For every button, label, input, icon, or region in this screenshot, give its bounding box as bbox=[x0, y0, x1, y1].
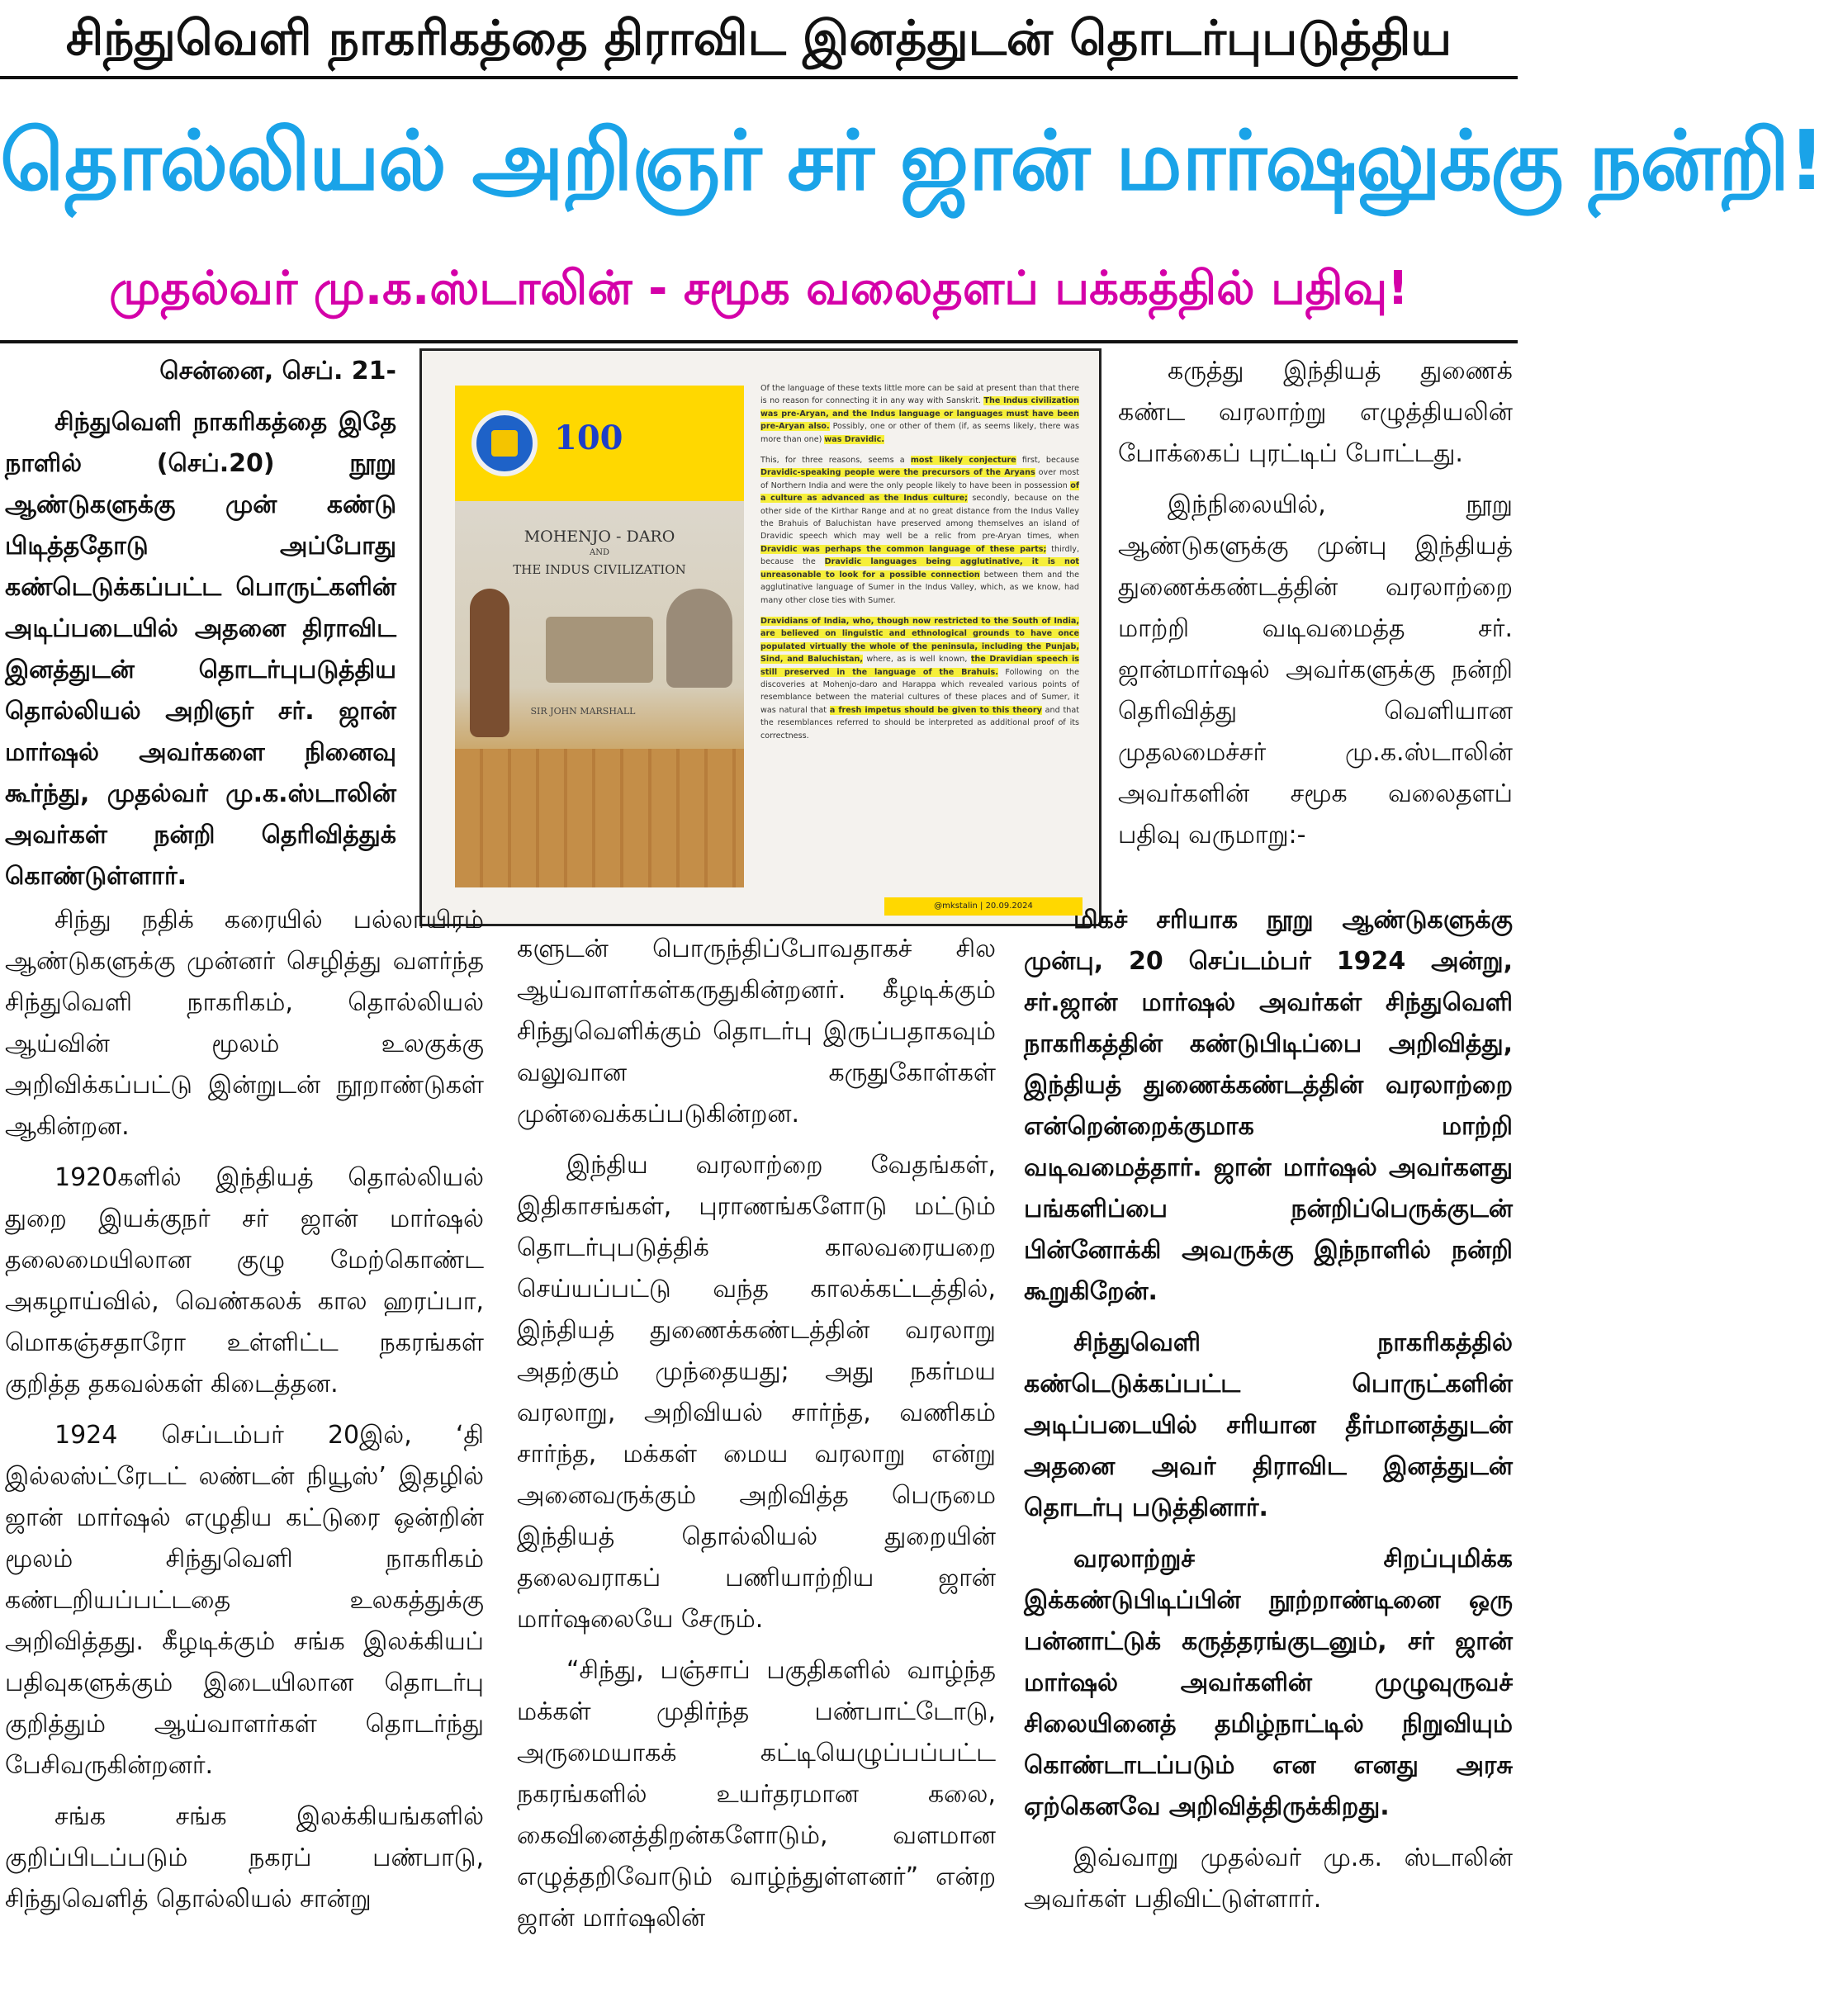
column-1 bbox=[5, 900, 484, 1930]
headline-subtitle: முதல்வர் மு.க.ஸ்டாலின் - சமூக வலைதளப் பக்கத்தில் பதிவு! bbox=[109, 262, 1409, 315]
post-footer: @mkstalin | 20.09.2024 bbox=[884, 897, 1083, 916]
emblem-icon bbox=[471, 410, 538, 476]
cover-author: SIR JOHN MARSHALL bbox=[530, 706, 636, 717]
lede-paragraph: சிந்துவெளி நாகரிகத்தை இதே நாளில் (செப்.20) நூறு ஆண்டுகளுக்கு முன் கண்டு பிடித்ததோடு அப்போது கண்டெடுக்கப்பட்ட பொருட்களின் அடிப்படையில் அதனை திராவிட இனத்துடன் தொடர்புபடுத்திய தொல்லியல் அறிஞர் சர். ஜான் மார்ஷல் அவர்களை நினைவு கூர்ந்து, முதல்வர் மு.க.ஸ்டாலின் அவர்கள் நன்றி தெரிவித்துக் கொண்டுள்ளார். bbox=[5, 408, 396, 891]
paragraph: “சிந்து, பஞ்சாப் பகுதிகளில் வாழ்ந்த மக்கள் முதிர்ந்த பண்பாட்டோடு, அருமையாகக் கட்டியெழுப்பப்பட்ட நகரங்களில் உயர்தரமான கலை, கைவினைத்திறன்களோடும், வளமான எழுத்தறிவோடும் வாழ்ந்துள்ளனர்” என்ற ஜான் மார்ஷலின் bbox=[517, 1656, 996, 1933]
paragraph: களுடன் பொருந்திப்போவதாகச் சில ஆய்வாளர்கள்கருதுகின்றனர். கீழடிக்கும் சிந்துவெளிக்கும் தொடர்பு இருப்பதாகவும் வலுவான கருதுகோள்கள் முன்வைக்கப்படுகின்றன. bbox=[517, 935, 996, 1129]
column-3 bbox=[1024, 900, 1513, 1930]
quote-paragraph: வரலாற்றுச் சிறப்புமிக்க இக்கண்டுபிடிப்பின் நூற்றாண்டினை ஒரு பன்னாட்டுக் கருத்தரங்குடனும், சர் ஜான் மார்ஷல் அவர்களின் முழுவுருவச் சிலையினைத் தமிழ்நாட்டில் நிறுவியும் கொண்டாடப்படும் என எனது அரசு ஏற்கெனவே அறிவித்திருக்கிறது. bbox=[1024, 1545, 1513, 1821]
paragraph: 1924 செப்டம்பர் 20இல், ‘தி இல்லஸ்ட்ரேடட் லண்டன் நியூஸ்’ இதழில் ஜான் மார்ஷல் எழுதிய கட்டுரை ஒன்றின் மூலம் சிந்துவெளி நாகரிகம் கண்டறியப்பட்டதை உலகத்துக்கு அறிவித்தது. கீழடிக்கும் சங்க இலக்கியப் பதிவுகளுக்கும் இடையிலான தொடர்பு குறித்தும் ஆய்வாளர்கள் தொடர்ந்து பேசிவருகின்றனர். bbox=[5, 1421, 484, 1780]
column-2 bbox=[517, 929, 996, 1949]
book-excerpt: Of the language of these texts little more can be said at present than that there is no reason for connecting it in any way with Sanskrit. The Indus civilization was pre-Aryan, and the Indus language or languages must have been pre-Aryan also. Possibly, one or other of them (if, as seems likely, there was more than one) was Dravidic. This, for three reasons, seems a most likely conjecture first, because Dravidic-speaking people were the precursors of the Aryans over most of Northern India and were the only people likely to have been in possession of a culture as advanced as the Indus culture; secondly, because on the other side of the Kirthar Range and at no great distance from the Indus Valley the Brahuis of Baluchistan have preserved among themselves an island of Dravidic speech which may well be a relic from pre-Aryan times, when Dravidic was perhaps the common language of these parts; thirdly, because the Dravidic languages being agglutinative, it is not unreasonable to look for a possible connection between them and the agglutinative language of Sumer in the Indus Valley, which, as we know, had many other close ties with Sumer. Dravidians of India, who, though now restricted to the South of India, are believed on linguistic and ethnological grounds to have once populated virtually the whole of the peninsula, including the Punjab, Sind, and Baluchistan, where, as is well known, the Dravidian speech is still preserved in the language of the Brahuis. Following on the discoveries at Mohenjo-daro and Harappa which revealed various points of resemblance between the material cultures of these places and of Sumer, it was natural that a fresh impetus should be given to this theory and that the resemblances referred to should be interpreted as additional proof of its correctness. bbox=[760, 384, 1080, 741]
paragraph: இந்நிலையில், நூறு ஆண்டுகளுக்கு முன்பு இந்தியத் துணைக்கண்டத்தின் வரலாற்றை மாற்றி வடிவமைத்த சர். ஜான்மார்ஷல் அவர்களுக்கு நன்றி தெரிவித்து வெளியான முதலமைச்சர் மு.க.ஸ்டாலின் அவர்களின் சமூக வலைதளப் பதிவு வருமாறு:- bbox=[1118, 490, 1513, 849]
headline-title: தொல்லியல் அறிஞர் சர் ஜான் மார்ஷலுக்கு நன்றி! bbox=[0, 112, 1824, 209]
headline-kicker: சிந்துவெளி நாகரிகத்தை திராவிட இனத்துடன் தொடர்புபடுத்திய bbox=[65, 10, 1452, 66]
paragraph: கருத்து இந்தியத் துணைக் கண்ட வரலாற்று எழுத்தியலின் போக்கைப் புரட்டிப் போட்டது. bbox=[1118, 357, 1513, 468]
centenary-logo: 100 bbox=[554, 419, 623, 457]
priest-king-bust-icon bbox=[666, 589, 732, 688]
social-post-image bbox=[419, 348, 1102, 926]
indus-seal-icon bbox=[546, 617, 653, 683]
divider bbox=[0, 340, 1518, 343]
quote-paragraph: சிந்துவெளி நாகரிகத்தில் கண்டெடுக்கப்பட்ட பொருட்களின் அடிப்படையில் சரியான தீர்மானத்துடன் அதனை அவர் திராவிட இனத்துடன் தொடர்பு படுத்தினார். bbox=[1024, 1328, 1513, 1522]
column-1-top bbox=[5, 351, 396, 907]
book-cover-panel bbox=[455, 386, 744, 887]
logo-banner bbox=[455, 386, 744, 501]
ruins-image bbox=[455, 749, 744, 887]
dateline: சென்னை, செப். 21- bbox=[159, 357, 396, 386]
paragraph: இவ்வாறு முதல்வர் மு.க. ஸ்டாலின் அவர்கள் பதிவிட்டுள்ளார். bbox=[1024, 1843, 1513, 1914]
paragraph: 1920களில் இந்தியத் தொல்லியல் துறை இயக்குநர் சர் ஜான் மார்ஷல் தலைமையிலான குழு மேற்கொண்ட அகழாய்வில், வெண்கலக் கால ஹரப்பா, மொகஞ்சதாரோ உள்ளிட்ட நகரங்கள் குறித்த தகவல்கள் கிடைத்தன. bbox=[5, 1163, 484, 1398]
column-3-top bbox=[1118, 351, 1513, 866]
divider bbox=[0, 76, 1518, 79]
quote-paragraph: மிகச் சரியாக நூறு ஆண்டுகளுக்கு முன்பு, 20 செப்டம்பர் 1924 அன்று, சர்.ஜான் மார்ஷல் அவர்கள் சிந்துவெளி நாகரிகத்தின் கண்டுபிடிப்பை அறிவித்து, இந்தியத் துணைக்கண்டத்தின் வரலாற்றை என்றென்றைக்குமாக மாற்றி வடிவமைத்தார். ஜான் மார்ஷல் அவர்களது பங்களிப்பை நன்றிப்பெருக்குடன் பின்னோக்கி அவருக்கு இந்நாளில் நன்றி கூறுகிறேன். bbox=[1024, 906, 1513, 1306]
dancing-girl-figurine-icon bbox=[470, 589, 509, 737]
paragraph: சங்க சங்க இலக்கியங்களில் குறிப்பிடப்படும் நகரப் பண்பாடு, சிந்துவெளித் தொல்லியல் சான்று bbox=[5, 1802, 484, 1914]
paragraph: இந்திய வரலாற்றை வேதங்கள், இதிகாசங்கள், புராணங்களோடு மட்டும் தொடர்புபடுத்திக் காலவரையறை செய்யப்பட்டு வந்த காலக்கட்டத்தில், இந்தியத் துணைக்கண்டத்தின் வரலாறு அதற்கும் முந்தையது; அது நகர்மய வரலாறு, அறிவியல் சார்ந்த, வணிகம் சார்ந்த, மக்கள் மைய வரலாறு என்று அனைவருக்கும் அறிவித்த பெருமை இந்தியத் தொல்லியல் துறையின் தலைவராகப் பணியாற்றிய ஜான் மார்ஷலையே சேரும். bbox=[517, 1151, 996, 1634]
paragraph: சிந்து நதிக் கரையில் பல்லாயிரம் ஆண்டுகளுக்கு முன்னர் செழித்து வளர்ந்த சிந்துவெளி நாகரிகம், தொல்லியல் ஆய்வின் மூலம் உலகுக்கு அறிவிக்கப்பட்டு இன்றுடன் நூறாண்டுகள் ஆகின்றன. bbox=[5, 906, 484, 1141]
cover-title: MOHENJO - DARO AND THE INDUS CIVILIZATION bbox=[513, 528, 686, 577]
book-cover bbox=[455, 501, 744, 887]
